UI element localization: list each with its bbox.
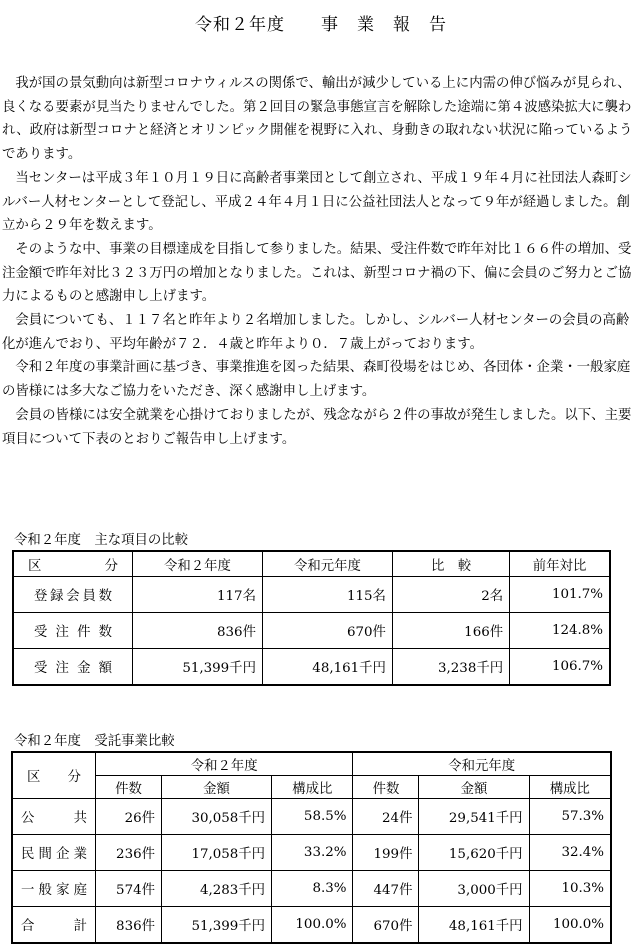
table-row: [13, 871, 611, 907]
table-row: [14, 613, 610, 649]
cell: 30,058千円: [162, 799, 272, 835]
cell: 33.2%: [272, 835, 353, 871]
row-label: 受注件数: [14, 613, 133, 649]
cell: 48,161千円: [262, 649, 392, 685]
header-r1: 令和元年度: [353, 753, 611, 776]
cell: 26件: [96, 799, 162, 835]
subheader-ratio: 構成比: [529, 776, 610, 799]
header-category: 区分: [14, 552, 133, 577]
main-items-comparison-table: [13, 551, 610, 685]
cell: 106.7%: [510, 649, 610, 685]
table-subheader-row: [13, 776, 611, 799]
row-label: 一般家庭: [13, 871, 96, 907]
cell: 2名: [392, 577, 509, 613]
subheader-count: 件数: [96, 776, 162, 799]
paragraph: 我が国の景気動向は新型コロナウィルスの関係で、輸出が減少している上に内需の伸び悩みが見られ、良くなる要素が見当たりませんでした。第２回目の緊急事態宣言を解除した途端に第４波感染拡大に襲われ、政府は新型コロナと経済とオリンピック開催を視野に入れ、身動きの取れない状況に陥っているようであります。: [2, 76, 633, 163]
cell: 15,620千円: [419, 835, 529, 871]
row-label: 公共: [13, 799, 96, 835]
header-r2: 令和２年度: [96, 753, 353, 776]
subheader-ratio: 構成比: [272, 776, 353, 799]
row-label: 合計: [13, 907, 96, 943]
subheader-count: 件数: [353, 776, 419, 799]
cell: 117名: [133, 577, 263, 613]
report-title: 令和２年度 事 業 報 告: [195, 15, 447, 35]
cell: 574件: [96, 871, 162, 907]
cell: 100.0%: [272, 907, 353, 943]
header-r1: 令和元年度: [262, 552, 392, 577]
cell: 24件: [353, 799, 419, 835]
table-row: [13, 835, 611, 871]
paragraph: 令和２年度の事業計画に基づき、事業推進を図った結果、森町役場をはじめ、各団体・企業・一般家庭の皆様には多大なご協力をいただき、深く感謝申し上げます。: [2, 360, 631, 400]
cell: 3,238千円: [392, 649, 509, 685]
cell: 115名: [262, 577, 392, 613]
paragraph: 会員の皆様には安全就業を心掛けておりましたが、残念ながら２件の事故が発生しました。以下、主要項目について下表のとおりご報告申し上げます。: [2, 407, 632, 447]
row-label: 登録会員数: [14, 577, 133, 613]
table1-caption: 令和２年度 主な項目の比較: [14, 533, 189, 548]
table-header-row: [13, 753, 611, 776]
header-ratio: 前年対比: [510, 552, 610, 577]
cell: 836件: [96, 907, 162, 943]
cell: 58.5%: [272, 799, 353, 835]
cell: 101.7%: [510, 577, 610, 613]
report-body: [2, 72, 640, 451]
paragraph: 当センターは平成３年１０月１９日に高齢者事業団として創立され、平成１９年４月に社団法人森町シルバー人材センターとして登記し、平成２４年４月１日に公益社団法人となって９年が経過しました。創立から２９年を数えます。: [2, 170, 632, 234]
header-category: 区分: [13, 753, 96, 799]
cell: 57.3%: [529, 799, 610, 835]
cell: 10.3%: [529, 871, 610, 907]
header-diff: 比 較: [392, 552, 509, 577]
cell: 100.0%: [529, 907, 610, 943]
cell: 51,399千円: [162, 907, 272, 943]
cell: 199件: [353, 835, 419, 871]
cell: 670件: [353, 907, 419, 943]
cell: 17,058千円: [162, 835, 272, 871]
row-label: 民間企業: [13, 835, 96, 871]
table-row: [14, 577, 610, 613]
row-label: 受注金額: [14, 649, 133, 685]
table-row: [14, 649, 610, 685]
cell: 48,161千円: [419, 907, 529, 943]
cell: 51,399千円: [133, 649, 263, 685]
cell: 670件: [262, 613, 392, 649]
cell: 8.3%: [272, 871, 353, 907]
header-r2: 令和２年度: [133, 552, 263, 577]
cell: 166件: [392, 613, 509, 649]
subheader-amount: 金額: [419, 776, 529, 799]
paragraph: 会員についても、１１７名と昨年より２名増加しました。しかし、シルバー人材センターの会員の高齢化が進んでおり、平均年齢が７２．４歳と昨年より０．７歳上がっております。: [2, 313, 630, 352]
contract-business-comparison-table: [12, 752, 611, 943]
table-row: [13, 907, 611, 943]
cell: 836件: [133, 613, 263, 649]
cell: 3,000千円: [419, 871, 529, 907]
cell: 447件: [353, 871, 419, 907]
paragraph: そのような中、事業の目標達成を目指して参りました。結果、受注件数で昨年対比１６６件の増加、受注金額で昨年対比３２３万円の増加となりました。これは、新型コロナ禍の下、偏に会員のご努力とご協力によるものと感謝申し上げます。: [2, 241, 632, 305]
cell: 32.4%: [529, 835, 610, 871]
subheader-amount: 金額: [162, 776, 272, 799]
cell: 236件: [96, 835, 162, 871]
table2-caption: 令和２年度 受託事業比較: [14, 734, 175, 749]
cell: 4,283千円: [162, 871, 272, 907]
table-row: [13, 799, 611, 835]
cell: 29,541千円: [419, 799, 529, 835]
table-header-row: [14, 552, 610, 577]
cell: 124.8%: [510, 613, 610, 649]
